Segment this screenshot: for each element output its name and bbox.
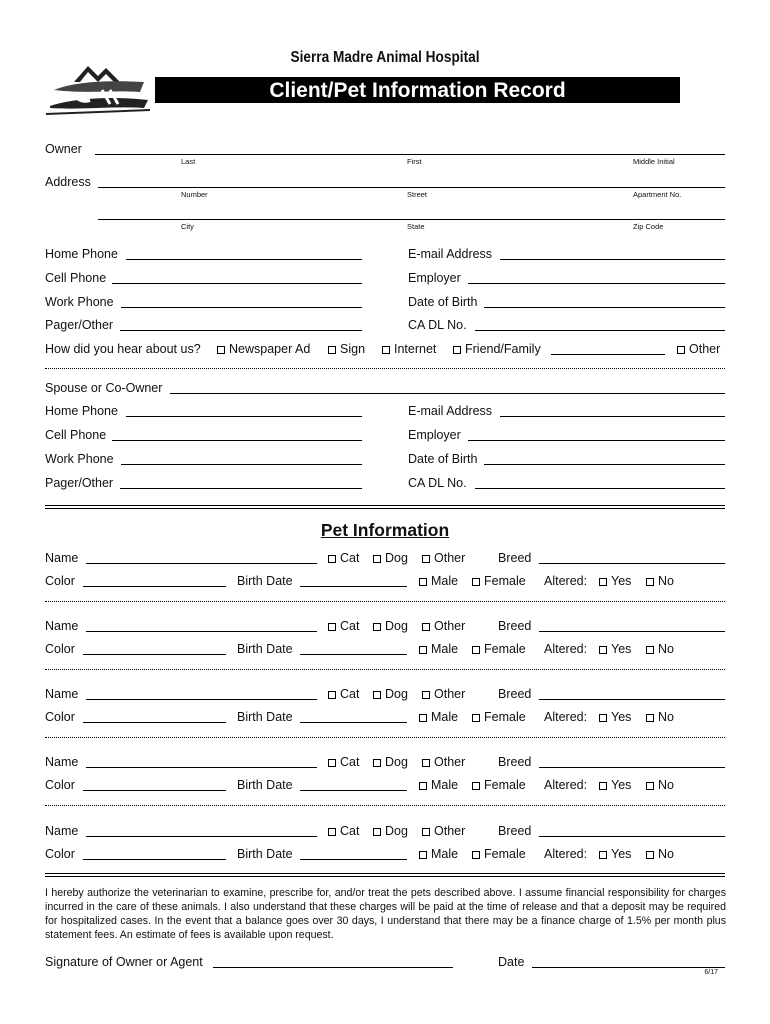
spouse-pager-field[interactable] xyxy=(120,488,362,489)
pet-female-checkbox[interactable]: Female xyxy=(472,848,526,861)
pet-cat-checkbox[interactable]: Cat xyxy=(328,688,359,701)
pet-breed-field[interactable] xyxy=(539,767,725,768)
owner-dob-label: Date of Birth xyxy=(408,295,478,309)
pet-divider xyxy=(45,805,725,806)
owner-employer-field[interactable] xyxy=(468,283,725,284)
referral-question: How did you hear about us? xyxy=(45,342,201,356)
date-field[interactable] xyxy=(532,967,725,968)
pet-female-checkbox[interactable]: Female xyxy=(472,711,526,724)
spouse-cadl-label: CA DL No. xyxy=(408,476,467,490)
pet-cat-checkbox[interactable]: Cat xyxy=(328,825,359,838)
pet-name-label: Name xyxy=(45,551,79,565)
owner-label: Owner xyxy=(45,142,82,156)
pet-birth-date-label: Birth Date xyxy=(237,574,293,588)
pet-breed-field[interactable] xyxy=(539,836,725,837)
spouse-pager-label: Pager/Other xyxy=(45,476,114,490)
pet-altered-label: Altered: xyxy=(544,642,588,656)
pet-name-field[interactable] xyxy=(86,631,317,632)
pet-male-checkbox[interactable]: Male xyxy=(419,575,458,588)
pet-other-checkbox[interactable]: Other xyxy=(422,552,465,565)
spouse-dob-field[interactable] xyxy=(484,464,725,465)
pet-dog-checkbox[interactable]: Dog xyxy=(373,552,408,565)
referral-friend-field[interactable] xyxy=(551,354,665,355)
pet-altered-label: Altered: xyxy=(544,574,588,588)
pet-color-field[interactable] xyxy=(83,722,226,723)
address-line-1[interactable] xyxy=(98,187,725,188)
referral-other-checkbox[interactable]: Other xyxy=(677,343,720,356)
pet-altered-no-checkbox[interactable]: No xyxy=(646,711,674,724)
pet-birth-date-label: Birth Date xyxy=(237,847,293,861)
address-line-2[interactable] xyxy=(98,219,725,220)
pet-female-checkbox[interactable]: Female xyxy=(472,779,526,792)
referral-newspaper-checkbox[interactable]: Newspaper Ad xyxy=(217,343,310,356)
sub-apartment: Apartment No. xyxy=(633,190,682,199)
pet-male-checkbox[interactable]: Male xyxy=(419,848,458,861)
pet-cat-checkbox[interactable]: Cat xyxy=(328,756,359,769)
pet-color-label: Color xyxy=(45,642,75,656)
hospital-name: Sierra Madre Animal Hospital xyxy=(290,49,480,66)
spouse-cadl-field[interactable] xyxy=(475,488,725,489)
pet-altered-no-checkbox[interactable]: No xyxy=(646,779,674,792)
pet-male-checkbox[interactable]: Male xyxy=(419,779,458,792)
owner-email-field[interactable] xyxy=(500,259,725,260)
owner-pager-label: Pager/Other xyxy=(45,318,114,332)
pet-dog-checkbox[interactable]: Dog xyxy=(373,756,408,769)
pet-breed-label: Breed xyxy=(498,755,532,769)
pet-female-checkbox[interactable]: Female xyxy=(472,643,526,656)
sub-state: State xyxy=(407,222,425,231)
pet-color-field[interactable] xyxy=(83,790,226,791)
pet-name-label: Name xyxy=(45,619,79,633)
pet-other-checkbox[interactable]: Other xyxy=(422,756,465,769)
owner-work-phone-field[interactable] xyxy=(121,307,362,308)
owner-dob-field[interactable] xyxy=(484,307,725,308)
consent-paragraph: I hereby authorize the veterinarian to examine, prescribe for, and/or treat the pets described above. I assume financial responsibility for charges incurred in the care of these animals. I also understand that these charges will be paid at the time of release and that a deposit may be required for hospitalized cases. In the event that a balance goes over 30 days, I understand that there may be a finance charge of 1.5% per month plus statement fees. An estimate of fees is available upon request. xyxy=(45,887,726,941)
referral-friend-checkbox[interactable]: Friend/Family xyxy=(453,343,541,356)
pet-other-checkbox[interactable]: Other xyxy=(422,688,465,701)
sub-number: Number xyxy=(181,190,208,199)
form-version: 6/17 xyxy=(704,969,718,976)
owner-email-label: E-mail Address xyxy=(408,247,493,261)
pet-birth-date-field[interactable] xyxy=(300,654,407,655)
spouse-cell-phone-label: Cell Phone xyxy=(45,428,107,442)
spouse-employer-field[interactable] xyxy=(468,440,725,441)
pet-birth-date-field[interactable] xyxy=(300,722,407,723)
pet-name-field[interactable] xyxy=(86,836,317,837)
pet-color-field[interactable] xyxy=(83,859,226,860)
spouse-email-label: E-mail Address xyxy=(408,404,493,418)
spouse-dob-label: Date of Birth xyxy=(408,452,478,466)
pet-breed-field[interactable] xyxy=(539,563,725,564)
owner-cell-phone-field[interactable] xyxy=(112,283,362,284)
spouse-cell-phone-field[interactable] xyxy=(112,440,362,441)
pet-altered-yes-checkbox[interactable]: Yes xyxy=(599,575,631,588)
owner-name-line[interactable] xyxy=(95,154,725,155)
pet-female-checkbox[interactable]: Female xyxy=(472,575,526,588)
section-divider xyxy=(45,368,725,369)
pet-name-label: Name xyxy=(45,755,79,769)
pet-section-end-divider xyxy=(45,873,725,877)
sub-middle: Middle Initial xyxy=(633,157,675,166)
owner-cell-phone-label: Cell Phone xyxy=(45,271,107,285)
pet-birth-date-label: Birth Date xyxy=(237,778,293,792)
pet-divider xyxy=(45,669,725,670)
spouse-name-field[interactable] xyxy=(170,393,725,394)
spouse-employer-label: Employer xyxy=(408,428,461,442)
signature-field[interactable] xyxy=(213,967,453,968)
pet-name-field[interactable] xyxy=(86,699,317,700)
owner-employer-label: Employer xyxy=(408,271,461,285)
section-double-divider xyxy=(45,505,725,509)
pet-name-field[interactable] xyxy=(86,767,317,768)
pet-altered-no-checkbox[interactable]: No xyxy=(646,575,674,588)
pet-color-label: Color xyxy=(45,778,75,792)
pet-birth-date-field[interactable] xyxy=(300,859,407,860)
owner-home-phone-label: Home Phone xyxy=(45,247,118,261)
pet-color-field[interactable] xyxy=(83,586,226,587)
owner-cadl-label: CA DL No. xyxy=(408,318,467,332)
sub-first: First xyxy=(407,157,422,166)
signature-label: Signature of Owner or Agent xyxy=(45,955,203,969)
sub-city: City xyxy=(181,222,194,231)
pet-divider xyxy=(45,601,725,602)
pet-breed-label: Breed xyxy=(498,619,532,633)
pet-altered-no-checkbox[interactable]: No xyxy=(646,848,674,861)
spouse-work-phone-field[interactable] xyxy=(121,464,362,465)
pet-cat-checkbox[interactable]: Cat xyxy=(328,620,359,633)
pet-altered-label: Altered: xyxy=(544,710,588,724)
pet-breed-label: Breed xyxy=(498,824,532,838)
pet-birth-date-field[interactable] xyxy=(300,586,407,587)
pet-altered-yes-checkbox[interactable]: Yes xyxy=(599,643,631,656)
owner-home-phone-field[interactable] xyxy=(126,259,362,260)
referral-sign-checkbox[interactable]: Sign xyxy=(328,343,365,356)
owner-work-phone-label: Work Phone xyxy=(45,295,114,309)
spouse-label: Spouse or Co-Owner xyxy=(45,381,163,395)
spouse-home-phone-label: Home Phone xyxy=(45,404,118,418)
pet-cat-checkbox[interactable]: Cat xyxy=(328,552,359,565)
pet-name-label: Name xyxy=(45,824,79,838)
pet-altered-no-checkbox[interactable]: No xyxy=(646,643,674,656)
pet-breed-label: Breed xyxy=(498,687,532,701)
referral-internet-checkbox[interactable]: Internet xyxy=(382,343,436,356)
pet-breed-label: Breed xyxy=(498,551,532,565)
sub-zip: Zip Code xyxy=(633,222,664,231)
pet-birth-date-label: Birth Date xyxy=(237,710,293,724)
pet-altered-yes-checkbox[interactable]: Yes xyxy=(599,711,631,724)
pet-color-label: Color xyxy=(45,847,75,861)
date-label: Date xyxy=(498,955,525,969)
owner-pager-field[interactable] xyxy=(120,330,362,331)
pet-dog-checkbox[interactable]: Dog xyxy=(373,620,408,633)
pet-color-field[interactable] xyxy=(83,654,226,655)
pet-color-label: Color xyxy=(45,710,75,724)
pet-dog-checkbox[interactable]: Dog xyxy=(373,688,408,701)
owner-cadl-field[interactable] xyxy=(475,330,725,331)
sub-street: Street xyxy=(407,190,428,199)
address-label: Address xyxy=(45,175,91,189)
pet-altered-yes-checkbox[interactable]: Yes xyxy=(599,779,631,792)
spouse-work-phone-label: Work Phone xyxy=(45,452,114,466)
pet-dog-checkbox[interactable]: Dog xyxy=(373,825,408,838)
pet-other-checkbox[interactable]: Other xyxy=(422,620,465,633)
pet-name-label: Name xyxy=(45,687,79,701)
pet-altered-label: Altered: xyxy=(544,778,588,792)
pet-breed-field[interactable] xyxy=(539,699,725,700)
pet-altered-label: Altered: xyxy=(544,847,588,861)
sub-last: Last xyxy=(181,157,196,166)
spouse-home-phone-field[interactable] xyxy=(126,416,362,417)
pet-breed-field[interactable] xyxy=(539,631,725,632)
pet-color-label: Color xyxy=(45,574,75,588)
hospital-logo xyxy=(44,60,152,118)
pet-birth-date-label: Birth Date xyxy=(237,642,293,656)
pet-other-checkbox[interactable]: Other xyxy=(422,825,465,838)
form-title: Client/Pet Information Record xyxy=(155,77,680,103)
pet-altered-yes-checkbox[interactable]: Yes xyxy=(599,848,631,861)
pet-male-checkbox[interactable]: Male xyxy=(419,643,458,656)
pet-male-checkbox[interactable]: Male xyxy=(419,711,458,724)
pet-info-heading: Pet Information xyxy=(320,520,450,540)
spouse-email-field[interactable] xyxy=(500,416,725,417)
pet-name-field[interactable] xyxy=(86,563,317,564)
pet-birth-date-field[interactable] xyxy=(300,790,407,791)
pet-divider xyxy=(45,737,725,738)
